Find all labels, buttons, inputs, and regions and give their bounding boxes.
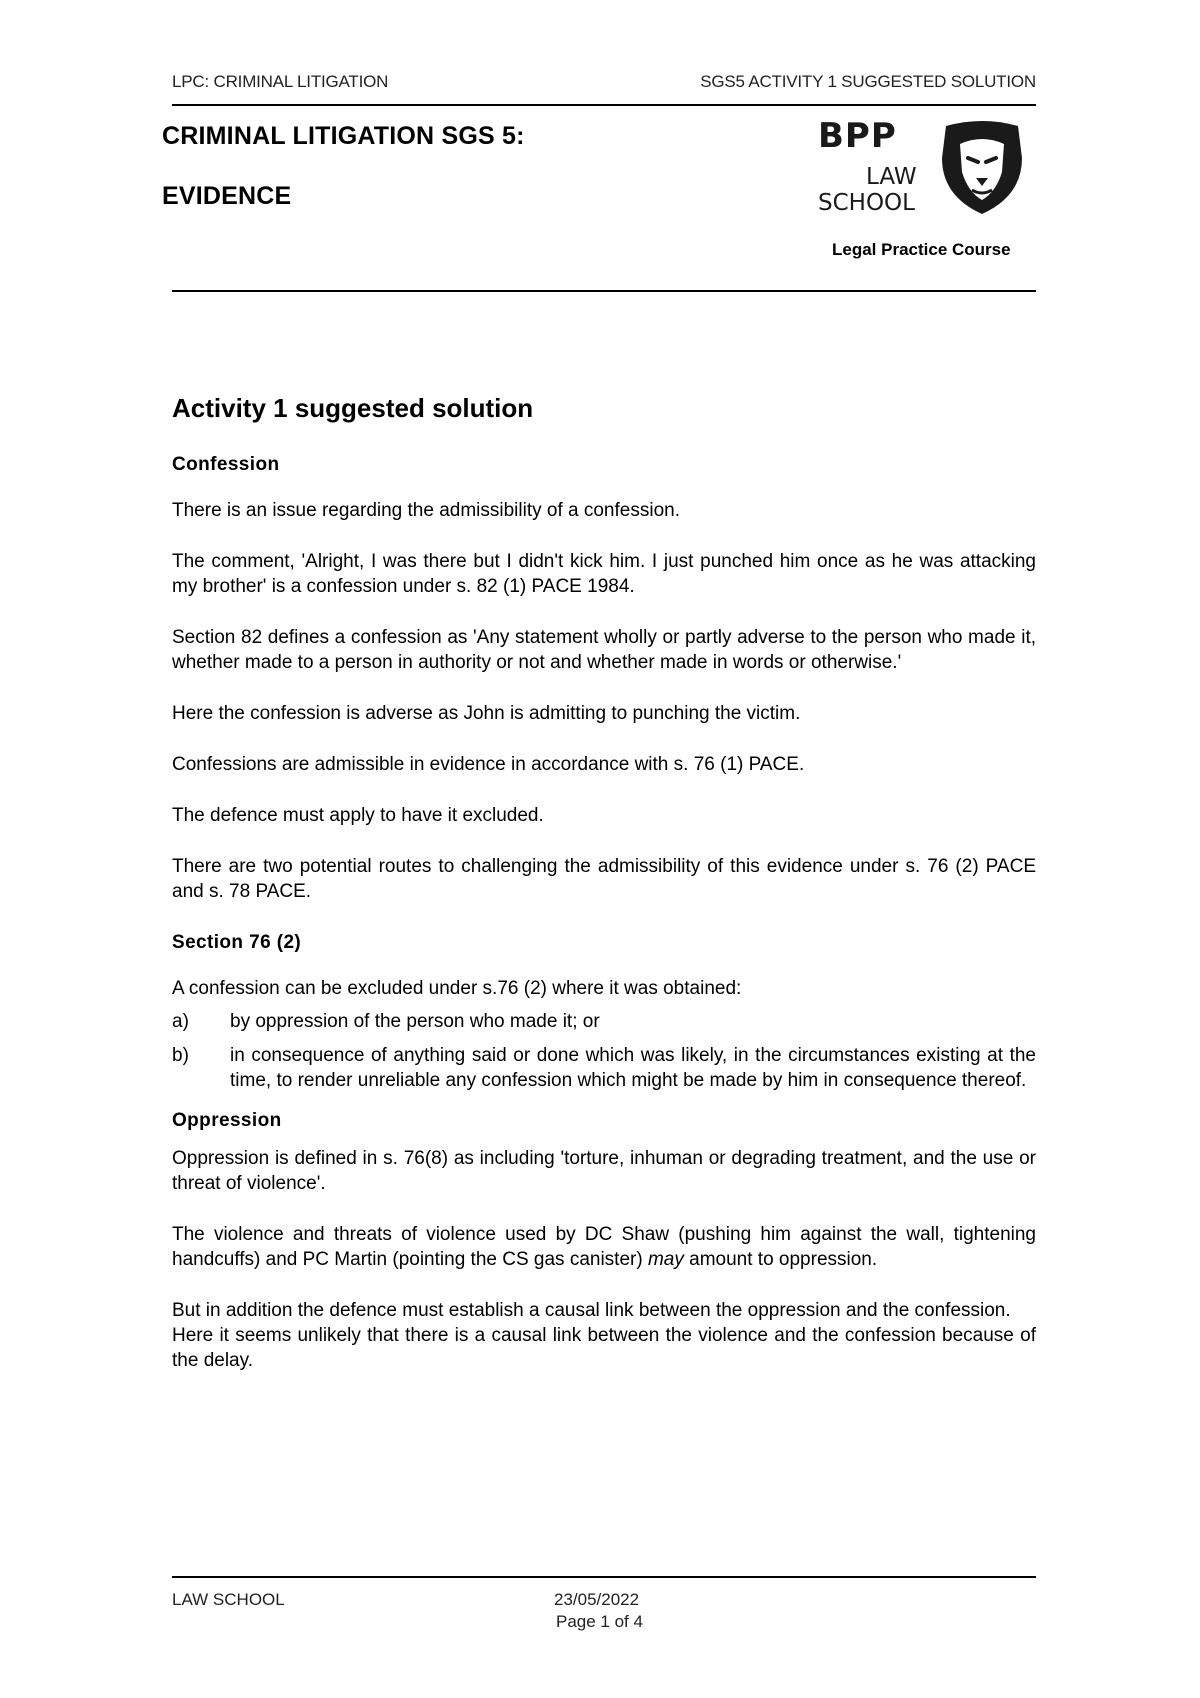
list-marker: a) (172, 1011, 189, 1032)
document-title-line2: EVIDENCE (162, 182, 292, 210)
list-marker: b) (172, 1045, 189, 1066)
confession-paragraph-1: There is an issue regarding the admissibility of a confession. (172, 500, 680, 521)
section-76-heading: Section 76 (2) (172, 932, 302, 953)
footer-date: 23/05/2022 (554, 1590, 640, 1609)
oppression-paragraph-1: Oppression is defined in s. 76(8) as including 'torture, inhuman or degrading treatment, and the use or threat of violence'. (172, 1148, 1036, 1194)
confession-heading: Confession (172, 454, 280, 475)
oppression-paragraph-2-end: amount to oppression. (683, 1249, 878, 1270)
bpp-law-school-logo (818, 118, 1028, 216)
confession-paragraph-7: There are two potential routes to challenging the admissibility of this evidence under s. 76 (2) PACE and s. 78 PACE. (172, 856, 1036, 902)
oppression-paragraph-2-start: The violence and threats of violence used by DC Shaw (pushing him against the wall, tightening handcuffs) and PC Martin (pointing the CS gas canister) (172, 1224, 1036, 1270)
oppression-heading: Oppression (172, 1110, 282, 1131)
footer-school: LAW SCHOOL (172, 1590, 285, 1609)
list-item (172, 1043, 1036, 1093)
logo-law-text: LAW (866, 164, 917, 190)
section-76-intro: A confession can be excluded under s.76 (2) where it was obtained: (172, 978, 742, 999)
running-footer (172, 1590, 1036, 1640)
header-course: LPC: CRIMINAL LITIGATION (172, 72, 389, 91)
confession-paragraph-5: Confessions are admissible in evidence in accordance with s. 76 (1) PACE. (172, 754, 805, 775)
confession-paragraph-4: Here the confession is adverse as John is admitting to punching the victim. (172, 703, 801, 724)
oppression-paragraph-2 (172, 1222, 1036, 1272)
logo-school-text: SCHOOL (818, 190, 915, 216)
confession-paragraph-6: The defence must apply to have it excluded. (172, 805, 544, 826)
confession-paragraph-2: The comment, 'Alright, I was there but I didn't kick him. I just punched him once as he was attacking my brother' is a confession under s. 82 (1) PACE 1984. (172, 551, 1036, 597)
header-activity: SGS5 ACTIVITY 1 SUGGESTED SOLUTION (700, 72, 1036, 91)
logo-bpp-text: BPP (818, 116, 897, 156)
activity-heading: Activity 1 suggested solution (172, 393, 534, 423)
header-rule (172, 104, 1036, 106)
section-76-list (172, 1009, 1036, 1093)
list-item-text: by oppression of the person who made it; or (230, 1011, 600, 1032)
running-header (172, 72, 1036, 92)
main-content (172, 392, 1036, 1399)
document-title-line1: CRIMINAL LITIGATION SGS 5: (162, 122, 525, 150)
oppression-paragraph-4: Here it seems unlikely that there is a causal link between the violence and the confession because of the delay. (172, 1325, 1036, 1371)
lion-shield-icon (938, 118, 1026, 216)
confession-paragraph-3: Section 82 defines a confession as 'Any statement wholly or partly adverse to the person who made it, whether made to a person in authority or not and whether made in words or otherwise.' (172, 627, 1036, 673)
list-item (172, 1009, 1036, 1034)
footer-page-number: Page 1 of 4 (556, 1612, 643, 1631)
oppression-paragraph-3: But in addition the defence must establish a causal link between the oppression and the confession. (172, 1300, 1011, 1321)
course-subtitle: Legal Practice Course (832, 240, 1011, 259)
list-item-text: in consequence of anything said or done which was likely, in the circumstances existing at the time, to render unreliable any confession which might be made by him in consequence thereof. (230, 1045, 1036, 1091)
footer-rule (172, 1576, 1036, 1578)
oppression-paragraph-2-emphasis: may (647, 1249, 684, 1270)
title-rule (172, 290, 1036, 292)
